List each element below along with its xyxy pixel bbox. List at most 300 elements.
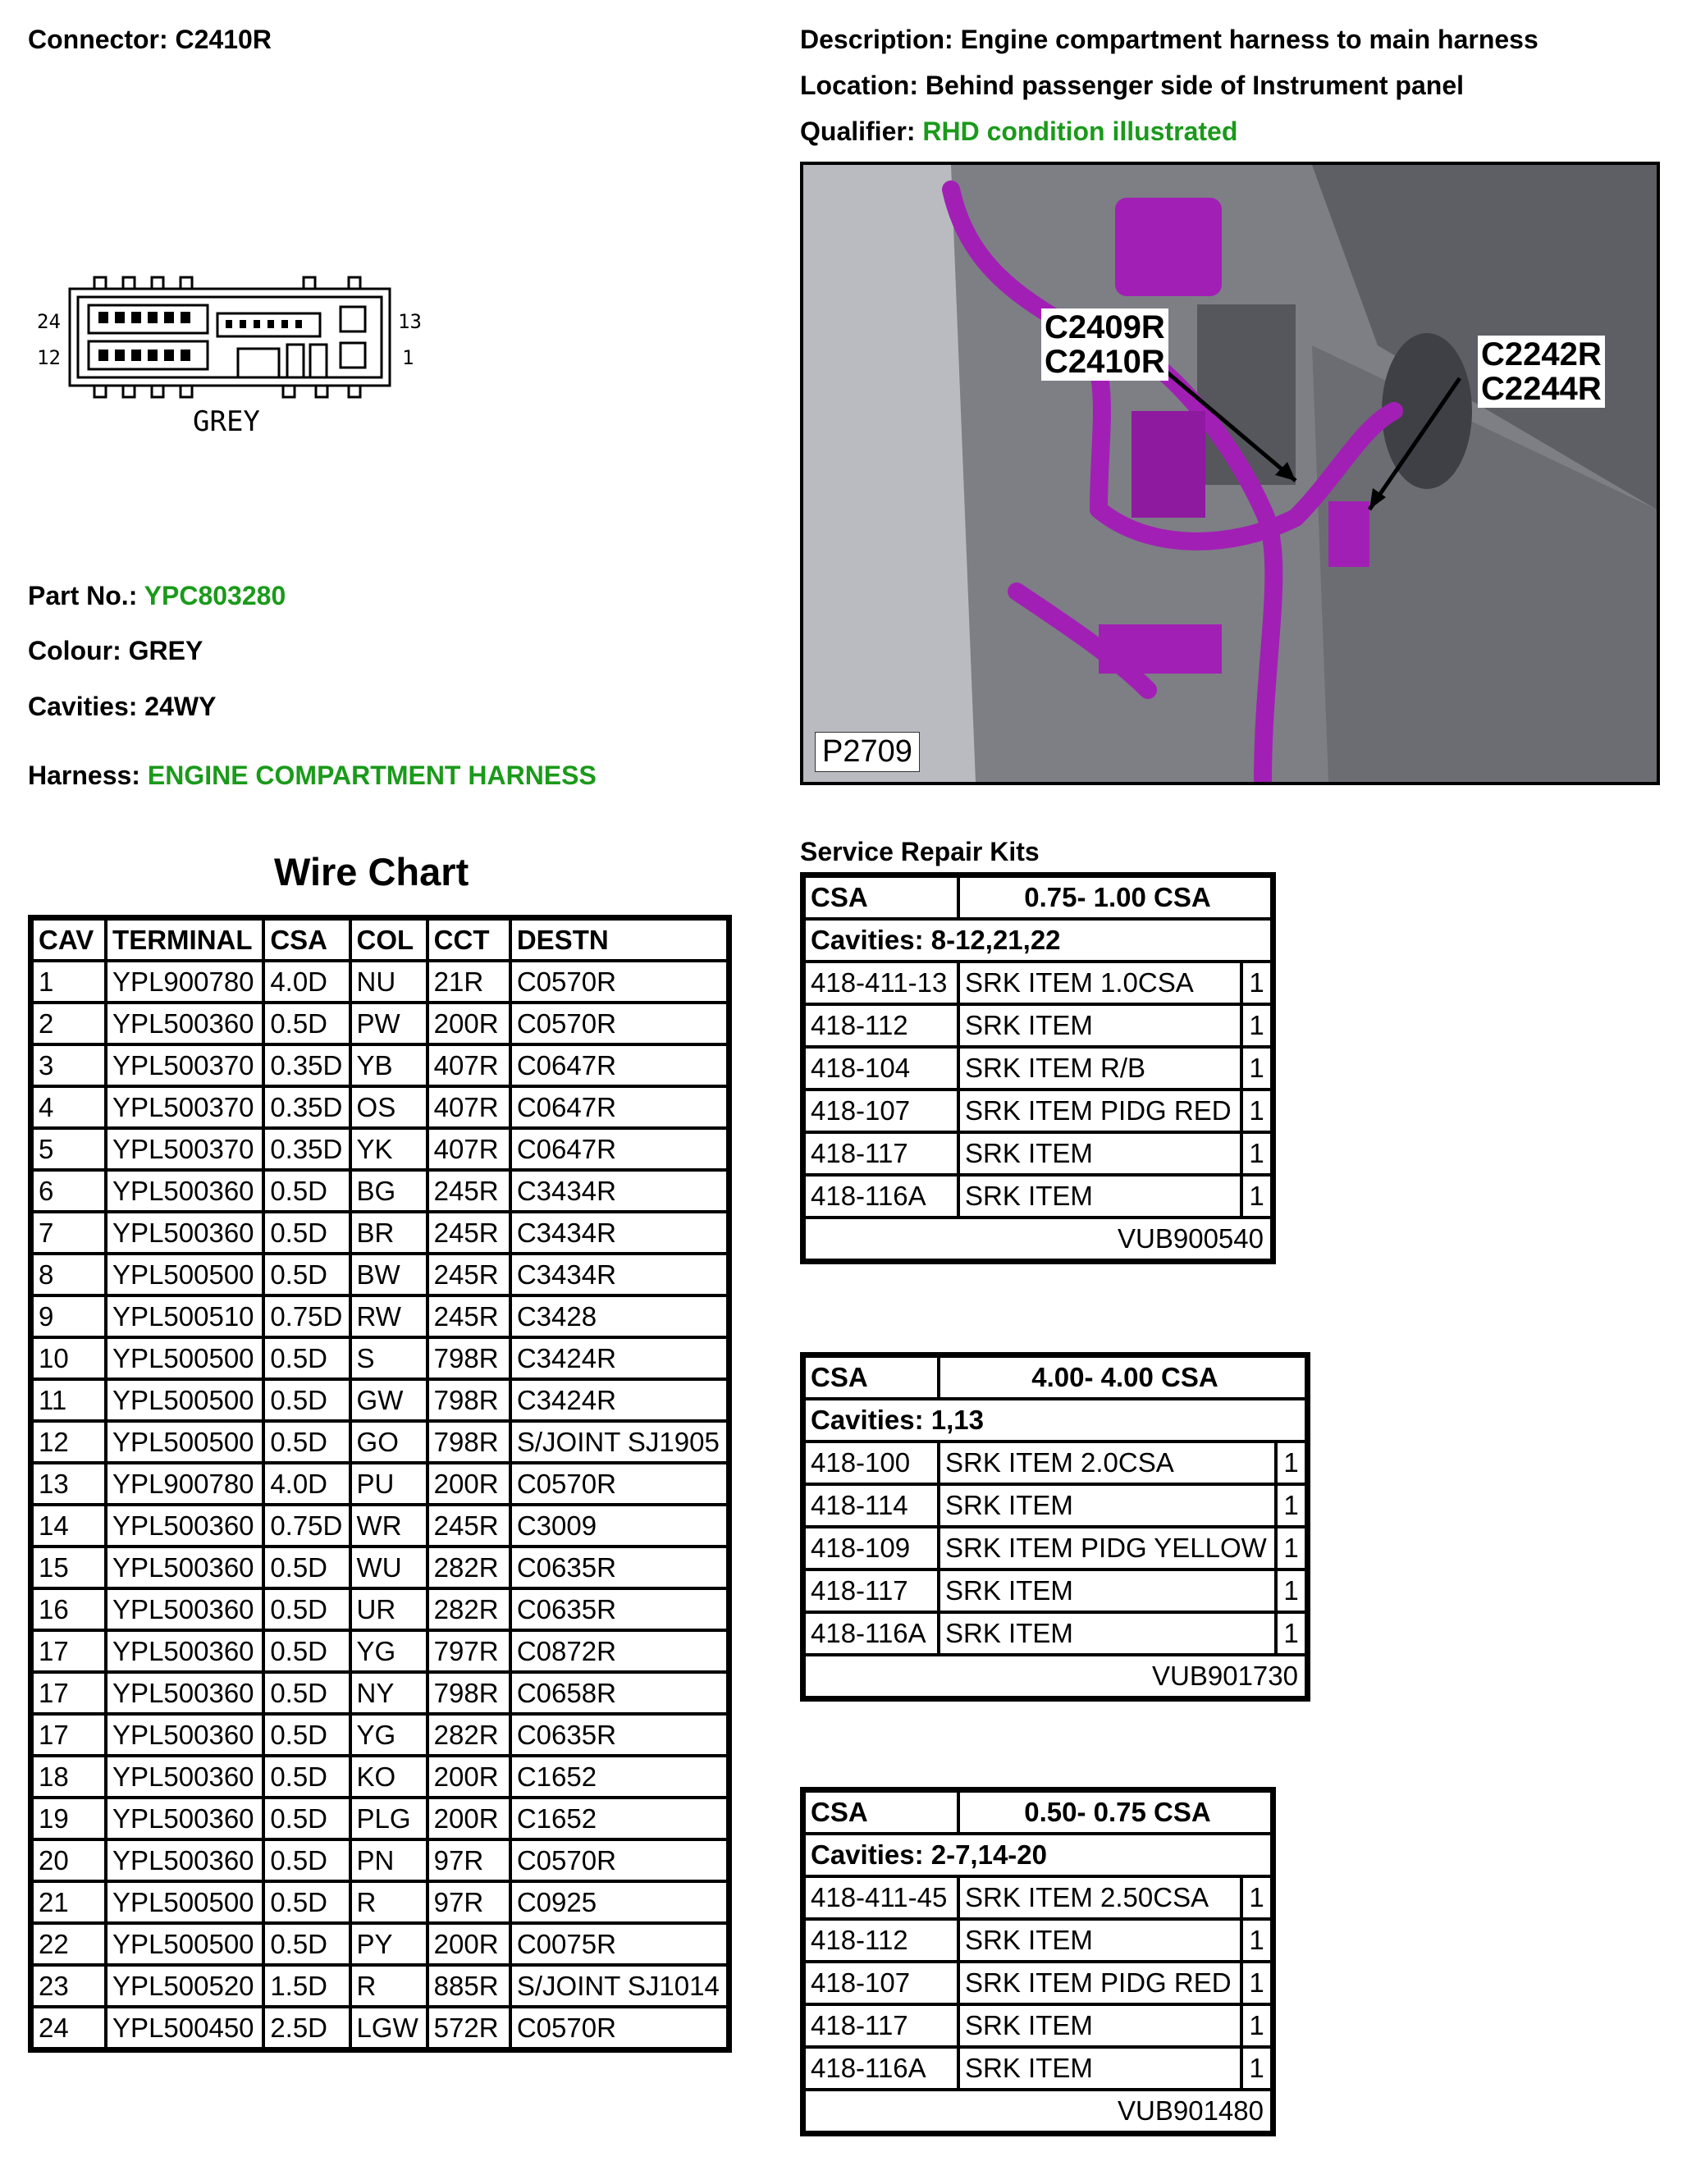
table-row xyxy=(32,1044,728,1086)
kit-item-qty: 1 xyxy=(1241,1175,1272,1218)
kit-item-row xyxy=(804,1047,1272,1090)
cell-cct: 572R xyxy=(427,2007,510,2049)
table-row xyxy=(32,1421,728,1463)
cell-destn: C0647R xyxy=(510,1044,728,1086)
cell-cav: 9 xyxy=(32,1295,106,1337)
cell-csa: 0.5D xyxy=(263,1839,350,1881)
cell-col: NU xyxy=(350,961,427,1003)
kit-number-row xyxy=(804,1655,1306,1697)
photo-code: P2709 xyxy=(815,732,920,772)
cell-cav: 18 xyxy=(32,1756,106,1798)
pin-label-12: 12 xyxy=(37,346,61,369)
diagram-colour-label: GREY xyxy=(193,405,260,438)
kit-item-qty: 1 xyxy=(1241,1962,1272,2004)
cell-csa: 0.5D xyxy=(263,1547,350,1588)
photo-illustration xyxy=(803,165,1657,782)
kit-item-part: 418-107 xyxy=(804,1090,958,1132)
kit-item-qty: 1 xyxy=(1241,2004,1272,2047)
wire-chart-header-row xyxy=(32,919,728,961)
cell-col: PU xyxy=(350,1463,427,1505)
cell-csa: 0.5D xyxy=(263,1379,350,1421)
cell-destn: C1652 xyxy=(510,1798,728,1839)
cell-col: PN xyxy=(350,1839,427,1881)
table-row xyxy=(32,1086,728,1128)
cell-csa: 0.5D xyxy=(263,1421,350,1463)
cell-csa: 0.35D xyxy=(263,1086,350,1128)
header-terminal: TERMINAL xyxy=(106,919,263,961)
kit-item-part: 418-104 xyxy=(804,1047,958,1090)
cell-terminal: YPL500500 xyxy=(106,1337,263,1379)
cell-csa: 0.5D xyxy=(263,1003,350,1044)
qualifier-label: Qualifier: xyxy=(800,117,916,146)
cell-csa: 0.5D xyxy=(263,1756,350,1798)
cell-col: BW xyxy=(350,1254,427,1295)
cell-cav: 16 xyxy=(32,1588,106,1630)
cell-terminal: YPL500520 xyxy=(106,1965,263,2007)
cell-col: R xyxy=(350,1965,427,2007)
kit-cavities-row xyxy=(804,919,1272,962)
kit-item-desc: SRK ITEM xyxy=(939,1569,1276,1612)
cell-cav: 22 xyxy=(32,1923,106,1965)
cell-cav: 6 xyxy=(32,1170,106,1212)
kit-item-part: 418-116A xyxy=(804,1612,939,1655)
cell-cav: 7 xyxy=(32,1212,106,1254)
cell-cav: 15 xyxy=(32,1547,106,1588)
kit-number: VUB900540 xyxy=(804,1218,1272,1260)
kit-cavities-row xyxy=(804,1399,1306,1442)
kit-item-desc: SRK ITEM PIDG YELLOW xyxy=(939,1527,1276,1569)
cavities-label: Cavities: xyxy=(28,692,138,721)
cell-destn: C0635R xyxy=(510,1588,728,1630)
kit-item-qty: 1 xyxy=(1276,1527,1306,1569)
cell-terminal: YPL500500 xyxy=(106,1881,263,1923)
cell-csa: 1.5D xyxy=(263,1965,350,2007)
cell-col: WU xyxy=(350,1547,427,1588)
header-cct: CCT xyxy=(427,919,510,961)
table-row xyxy=(32,1923,728,1965)
location-label: Location: xyxy=(800,71,918,100)
cell-cav: 24 xyxy=(32,2007,106,2049)
kit-item-row xyxy=(804,1004,1272,1047)
cell-csa: 4.0D xyxy=(263,1463,350,1505)
cell-destn: S/JOINT SJ1014 xyxy=(510,1965,728,2007)
description-line xyxy=(800,25,1538,55)
cell-destn: C0570R xyxy=(510,961,728,1003)
cell-cct: 245R xyxy=(427,1254,510,1295)
part-no-value: YPC803280 xyxy=(144,581,286,610)
header-cav: CAV xyxy=(32,919,106,961)
cell-destn: C0635R xyxy=(510,1547,728,1588)
cell-csa: 4.0D xyxy=(263,961,350,1003)
table-row xyxy=(32,2007,728,2049)
harness-value: ENGINE COMPARTMENT HARNESS xyxy=(147,761,597,790)
table-row xyxy=(32,1965,728,2007)
table-row xyxy=(32,1588,728,1630)
kit-item-qty: 1 xyxy=(1241,1047,1272,1090)
cell-terminal: YPL500510 xyxy=(106,1295,263,1337)
cell-cct: 21R xyxy=(427,961,510,1003)
wire-chart-table xyxy=(28,915,732,2053)
cell-cct: 282R xyxy=(427,1588,510,1630)
table-row xyxy=(32,1128,728,1170)
cell-csa: 0.75D xyxy=(263,1295,350,1337)
table-row xyxy=(32,1337,728,1379)
kit-item-qty: 1 xyxy=(1241,1876,1272,1919)
callout-left xyxy=(1041,308,1168,381)
connector-line xyxy=(28,25,272,55)
cell-cct: 200R xyxy=(427,1798,510,1839)
callout-c2410r: C2410R xyxy=(1045,344,1165,380)
cell-cav: 17 xyxy=(32,1630,106,1672)
kit-item-desc: SRK ITEM xyxy=(958,1004,1241,1047)
cell-cct: 245R xyxy=(427,1170,510,1212)
cell-csa: 2.5D xyxy=(263,2007,350,2049)
table-row xyxy=(32,1379,728,1421)
cell-csa: 0.75D xyxy=(263,1505,350,1547)
table-row xyxy=(32,1505,728,1547)
kit-item-desc: SRK ITEM xyxy=(958,1132,1241,1175)
connector-diagram xyxy=(33,271,443,451)
kit-item-part: 418-116A xyxy=(804,2047,958,2090)
kit-csa-label: CSA xyxy=(804,876,958,919)
cell-destn: C0872R xyxy=(510,1630,728,1672)
cell-csa: 0.5D xyxy=(263,1630,350,1672)
cell-cav: 17 xyxy=(32,1672,106,1714)
cell-cav: 13 xyxy=(32,1463,106,1505)
part-no-label: Part No.: xyxy=(28,581,138,610)
colour-label: Colour: xyxy=(28,636,121,665)
cell-cct: 97R xyxy=(427,1881,510,1923)
cell-cct: 282R xyxy=(427,1714,510,1756)
cell-csa: 0.5D xyxy=(263,1588,350,1630)
table-row xyxy=(32,1756,728,1798)
cell-destn: C0075R xyxy=(510,1923,728,1965)
harness-line xyxy=(28,761,597,791)
cell-terminal: YPL500500 xyxy=(106,1923,263,1965)
repair-kit-table xyxy=(800,872,1276,1264)
harness-label: Harness: xyxy=(28,761,140,790)
kit-item-part: 418-117 xyxy=(804,1569,939,1612)
table-row xyxy=(32,1212,728,1254)
cell-terminal: YPL500500 xyxy=(106,1379,263,1421)
kit-item-row xyxy=(804,1569,1306,1612)
kit-item-qty: 1 xyxy=(1241,962,1272,1004)
kit-csa-label: CSA xyxy=(804,1356,939,1399)
cell-destn: C0570R xyxy=(510,1463,728,1505)
kit-item-row xyxy=(804,1612,1306,1655)
cell-cav: 19 xyxy=(32,1798,106,1839)
pin-label-24: 24 xyxy=(37,310,61,333)
cell-cct: 200R xyxy=(427,1003,510,1044)
cell-destn: C0635R xyxy=(510,1714,728,1756)
connector-label: Connector: xyxy=(28,25,168,54)
cell-terminal: YPL500360 xyxy=(106,1798,263,1839)
kit-cavities-row xyxy=(804,1834,1272,1876)
header-destn: DESTN xyxy=(510,919,728,961)
table-row xyxy=(32,1547,728,1588)
pin-label-13: 13 xyxy=(398,310,422,333)
table-row xyxy=(32,1839,728,1881)
cell-destn: C3428 xyxy=(510,1295,728,1337)
colour-value: GREY xyxy=(128,636,203,665)
table-row xyxy=(32,1463,728,1505)
kit-header-row xyxy=(804,876,1272,919)
kit-item-row xyxy=(804,2004,1272,2047)
repair-kits-title: Service Repair Kits xyxy=(800,837,1040,866)
kit-item-part: 418-109 xyxy=(804,1527,939,1569)
cell-cav: 17 xyxy=(32,1714,106,1756)
cell-cct: 797R xyxy=(427,1630,510,1672)
callout-c2409r: C2409R xyxy=(1045,309,1165,345)
cell-cct: 798R xyxy=(427,1672,510,1714)
header-csa: CSA xyxy=(263,919,350,961)
cell-terminal: YPL500370 xyxy=(106,1128,263,1170)
cell-destn: C1652 xyxy=(510,1756,728,1798)
cell-col: WR xyxy=(350,1505,427,1547)
colour-line xyxy=(28,636,203,666)
cell-terminal: YPL500360 xyxy=(106,1756,263,1798)
table-row xyxy=(32,1881,728,1923)
qualifier-value: RHD condition illustrated xyxy=(922,117,1238,146)
kit-number: VUB901480 xyxy=(804,2090,1272,2132)
cell-csa: 0.5D xyxy=(263,1672,350,1714)
kit-item-part: 418-117 xyxy=(804,2004,958,2047)
kit-number-row xyxy=(804,2090,1272,2132)
kit-item-row xyxy=(804,1090,1272,1132)
table-row xyxy=(32,1170,728,1212)
cell-cct: 798R xyxy=(427,1337,510,1379)
kit-number: VUB901730 xyxy=(804,1655,1306,1697)
kit-csa-label: CSA xyxy=(804,1791,958,1834)
cell-cav: 14 xyxy=(32,1505,106,1547)
cell-destn: C0925 xyxy=(510,1881,728,1923)
cell-cct: 798R xyxy=(427,1421,510,1463)
cell-col: RW xyxy=(350,1295,427,1337)
kit-item-row xyxy=(804,1919,1272,1962)
cell-cav: 2 xyxy=(32,1003,106,1044)
cell-col: YB xyxy=(350,1044,427,1086)
table-row xyxy=(32,1672,728,1714)
cell-cav: 12 xyxy=(32,1421,106,1463)
cell-terminal: YPL500360 xyxy=(106,1505,263,1547)
wire-chart-title: Wire Chart xyxy=(274,850,469,893)
kit-cavities: Cavities: 2-7,14-20 xyxy=(804,1834,1272,1876)
description-value: Engine compartment harness to main harness xyxy=(960,25,1538,54)
cell-destn: C3424R xyxy=(510,1379,728,1421)
kit-item-desc: SRK ITEM xyxy=(958,2004,1241,2047)
cell-terminal: YPL500500 xyxy=(106,1421,263,1463)
kit-item-qty: 1 xyxy=(1241,1004,1272,1047)
cell-terminal: YPL500360 xyxy=(106,1630,263,1672)
cell-cct: 200R xyxy=(427,1923,510,1965)
cell-cct: 245R xyxy=(427,1295,510,1337)
cell-csa: 0.5D xyxy=(263,1798,350,1839)
cell-col: YG xyxy=(350,1714,427,1756)
cell-terminal: YPL500360 xyxy=(106,1547,263,1588)
cell-terminal: YPL500360 xyxy=(106,1714,263,1756)
cell-col: GW xyxy=(350,1379,427,1421)
table-row xyxy=(32,1003,728,1044)
kit-item-row xyxy=(804,1876,1272,1919)
cell-col: KO xyxy=(350,1756,427,1798)
cell-cct: 407R xyxy=(427,1128,510,1170)
cell-col: UR xyxy=(350,1588,427,1630)
table-row xyxy=(32,1798,728,1839)
cell-cav: 5 xyxy=(32,1128,106,1170)
kit-item-part: 418-107 xyxy=(804,1962,958,2004)
cell-cav: 10 xyxy=(32,1337,106,1379)
repair-kit-table xyxy=(800,1787,1276,2136)
cell-terminal: YPL900780 xyxy=(106,961,263,1003)
cell-cav: 4 xyxy=(32,1086,106,1128)
kit-item-row xyxy=(804,1132,1272,1175)
kit-csa-range: 0.75- 1.00 CSA xyxy=(958,876,1272,919)
part-no-line xyxy=(28,581,286,611)
kit-item-row xyxy=(804,1484,1306,1527)
kit-item-row xyxy=(804,962,1272,1004)
cell-terminal: YPL500370 xyxy=(106,1044,263,1086)
repair-kit-table xyxy=(800,1352,1310,1702)
cell-cct: 200R xyxy=(427,1756,510,1798)
kit-item-desc: SRK ITEM xyxy=(958,1175,1241,1218)
cell-terminal: YPL500360 xyxy=(106,1588,263,1630)
kit-item-desc: SRK ITEM R/B xyxy=(958,1047,1241,1090)
cell-destn: C0570R xyxy=(510,1003,728,1044)
cavities-value: 24WY xyxy=(144,692,217,721)
kit-number-row xyxy=(804,1218,1272,1260)
kit-csa-range: 0.50- 0.75 CSA xyxy=(958,1791,1272,1834)
table-row xyxy=(32,1295,728,1337)
cell-csa: 0.5D xyxy=(263,1212,350,1254)
kit-item-qty: 1 xyxy=(1276,1569,1306,1612)
cell-col: YG xyxy=(350,1630,427,1672)
cell-csa: 0.35D xyxy=(263,1044,350,1086)
cavities-line xyxy=(28,692,216,722)
cell-col: PLG xyxy=(350,1798,427,1839)
kit-header-row xyxy=(804,1356,1306,1399)
kit-item-desc: SRK ITEM xyxy=(958,2047,1241,2090)
kit-item-qty: 1 xyxy=(1276,1484,1306,1527)
cell-csa: 0.5D xyxy=(263,1923,350,1965)
kit-item-desc: SRK ITEM 2.0CSA xyxy=(939,1442,1276,1484)
cell-cct: 407R xyxy=(427,1044,510,1086)
kit-item-part: 418-114 xyxy=(804,1484,939,1527)
cell-terminal: YPL500360 xyxy=(106,1672,263,1714)
cell-col: R xyxy=(350,1881,427,1923)
cell-col: PW xyxy=(350,1003,427,1044)
kit-item-part: 418-116A xyxy=(804,1175,958,1218)
kit-item-qty: 1 xyxy=(1276,1612,1306,1655)
callout-c2242r: C2242R xyxy=(1481,336,1602,372)
cell-terminal: YPL500360 xyxy=(106,1003,263,1044)
kit-item-row xyxy=(804,1442,1306,1484)
kit-item-qty: 1 xyxy=(1241,2047,1272,2090)
cell-col: S xyxy=(350,1337,427,1379)
kit-item-row xyxy=(804,1175,1272,1218)
cell-col: PY xyxy=(350,1923,427,1965)
cell-destn: C0570R xyxy=(510,1839,728,1881)
cell-cav: 1 xyxy=(32,961,106,1003)
kit-item-qty: 1 xyxy=(1276,1442,1306,1484)
cell-csa: 0.5D xyxy=(263,1337,350,1379)
cell-cct: 245R xyxy=(427,1212,510,1254)
cell-csa: 0.5D xyxy=(263,1714,350,1756)
cell-cav: 11 xyxy=(32,1379,106,1421)
cell-col: BR xyxy=(350,1212,427,1254)
cell-col: YK xyxy=(350,1128,427,1170)
kit-item-desc: SRK ITEM 2.50CSA xyxy=(958,1876,1241,1919)
kit-item-qty: 1 xyxy=(1241,1090,1272,1132)
cell-col: NY xyxy=(350,1672,427,1714)
cell-cav: 8 xyxy=(32,1254,106,1295)
qualifier-line xyxy=(800,117,1237,147)
kit-item-part: 418-100 xyxy=(804,1442,939,1484)
kit-cavities: Cavities: 1,13 xyxy=(804,1399,1306,1442)
kit-item-part: 418-117 xyxy=(804,1132,958,1175)
cell-destn: S/JOINT SJ1905 xyxy=(510,1421,728,1463)
cell-destn: C3434R xyxy=(510,1170,728,1212)
cell-destn: C0570R xyxy=(510,2007,728,2049)
cell-csa: 0.35D xyxy=(263,1128,350,1170)
cell-cav: 23 xyxy=(32,1965,106,2007)
kit-item-qty: 1 xyxy=(1241,1132,1272,1175)
kit-item-desc: SRK ITEM xyxy=(939,1484,1276,1527)
kit-item-qty: 1 xyxy=(1241,1919,1272,1962)
header-col: COL xyxy=(350,919,427,961)
kit-header-row xyxy=(804,1791,1272,1834)
cell-cav: 20 xyxy=(32,1839,106,1881)
cell-cct: 200R xyxy=(427,1463,510,1505)
kit-item-row xyxy=(804,2047,1272,2090)
kit-item-row xyxy=(804,1962,1272,2004)
cell-destn: C3009 xyxy=(510,1505,728,1547)
cell-destn: C3424R xyxy=(510,1337,728,1379)
kit-item-desc: SRK ITEM 1.0CSA xyxy=(958,962,1241,1004)
table-row xyxy=(32,961,728,1003)
location-value: Behind passenger side of Instrument panel xyxy=(925,71,1464,100)
cell-cct: 282R xyxy=(427,1547,510,1588)
table-row xyxy=(32,1630,728,1672)
kit-item-desc: SRK ITEM xyxy=(958,1919,1241,1962)
cell-destn: C0647R xyxy=(510,1128,728,1170)
table-row xyxy=(32,1254,728,1295)
cell-terminal: YPL500360 xyxy=(106,1170,263,1212)
description-label: Description: xyxy=(800,25,953,54)
cell-terminal: YPL900780 xyxy=(106,1463,263,1505)
cell-cct: 97R xyxy=(427,1839,510,1881)
callout-right xyxy=(1478,336,1605,408)
cell-csa: 0.5D xyxy=(263,1170,350,1212)
cell-cct: 885R xyxy=(427,1965,510,2007)
cell-destn: C0658R xyxy=(510,1672,728,1714)
table-row xyxy=(32,1714,728,1756)
location-photo xyxy=(800,162,1660,785)
cell-col: BG xyxy=(350,1170,427,1212)
cell-cav: 21 xyxy=(32,1881,106,1923)
cell-col: OS xyxy=(350,1086,427,1128)
kit-item-part: 418-411-13 xyxy=(804,962,958,1004)
kit-cavities: Cavities: 8-12,21,22 xyxy=(804,919,1272,962)
cell-cav: 3 xyxy=(32,1044,106,1086)
cell-destn: C3434R xyxy=(510,1212,728,1254)
cell-terminal: YPL500360 xyxy=(106,1839,263,1881)
cell-destn: C3434R xyxy=(510,1254,728,1295)
kit-item-part: 418-112 xyxy=(804,1004,958,1047)
cell-terminal: YPL500360 xyxy=(106,1212,263,1254)
location-line xyxy=(800,71,1464,101)
cell-csa: 0.5D xyxy=(263,1254,350,1295)
cell-terminal: YPL500450 xyxy=(106,2007,263,2049)
